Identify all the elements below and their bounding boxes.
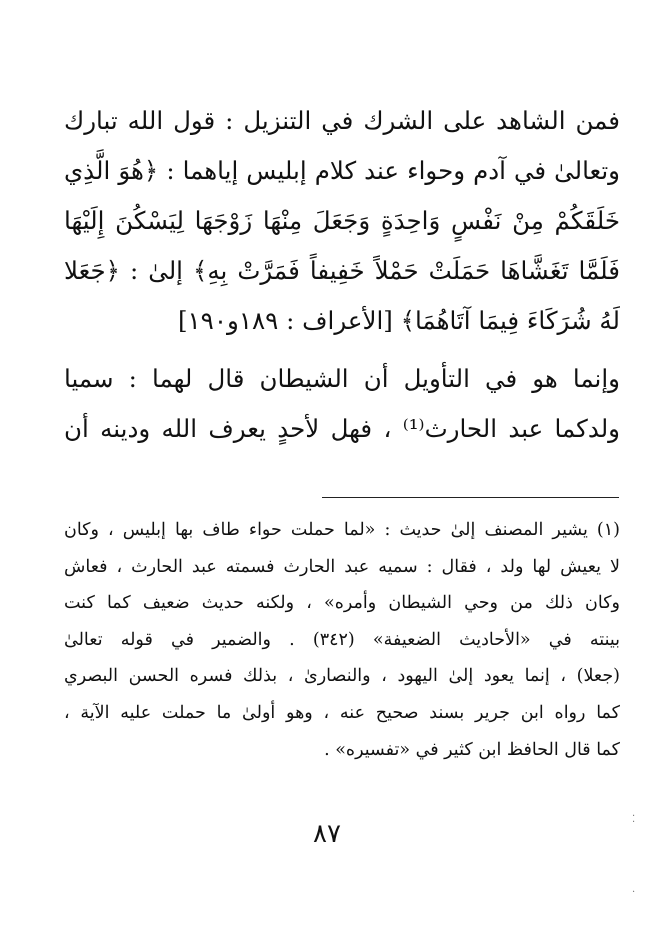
- footnote-line: وكان ذلك من وحي الشيطان وأمره» ، ولكنه حديث ضعيف كما كنت: [64, 593, 620, 614]
- footnote-line: بينته في «الأحاديث الضعيفة» (٣٤٢) . والضمير في قوله تعالىٰ: [64, 629, 620, 650]
- footnote-line: كما رواه ابن جرير بسند صحيح عنه ، وهو أولىٰ ما حملت عليه الآية ،: [64, 702, 620, 723]
- main-text-line: وإنما هو في التأويل أن الشيطان قال لهما : سميا: [64, 364, 620, 393]
- footnote-line: كما قال الحافظ ابن كثير في «تفسيره» .: [324, 739, 620, 760]
- scan-speck: ⁚: [632, 814, 636, 825]
- footnote-line: (١) يشير المصنف إلىٰ حديث : «لما حملت حواء طاف بها إبليس ، وكان: [64, 520, 620, 540]
- page-number: ٨٧: [313, 819, 341, 849]
- footnote-divider: [322, 497, 619, 498]
- quran-verse-line: خَلَقَكُمْ مِنْ نَفْسٍ وَاحِدَةٍ وَجَعَلَ مِنْهَا زَوْجَهَا لِيَسْكُنَ إِلَيْهَا: [64, 206, 620, 235]
- quran-verse-line: فَلَمَّا تَغَشَّاهَا حَمَلَتْ حَمْلاً خَفِيفاً فَمَرَّتْ بِهِ﴾ إلىٰ : ﴿جَعَلا: [64, 256, 620, 285]
- footnotes: [64, 512, 620, 768]
- main-text-line: فمن الشاهد على الشرك في التنزيل : قول الله تبارك: [64, 106, 620, 135]
- footnote-line: لا يعيش لها ولد ، فقال : سميه عبد الحارث فسمته عبد الحارث ، فعاش: [64, 556, 620, 577]
- main-text-line: وتعالىٰ في آدم وحواء عند كلام إبليس إياهما : ﴿هُوَ الَّذِي: [64, 156, 620, 185]
- quran-verse-line: لَهُ شُرَكَاءَ فِيمَا آتَاهُمَا﴾ [الأعراف : ١٨٩و١٩٠]: [177, 306, 620, 335]
- footnote-line: (جعلا) ، إنما يعود إلىٰ اليهود ، والنصارىٰ ، بذلك فسره الحسن البصري: [64, 666, 620, 687]
- main-body-text: [64, 96, 620, 454]
- scan-speck: ·: [632, 887, 636, 898]
- main-text-line: ولدكما عبد الحارث⁽¹⁾ ، فهل لأحدٍ يعرف الله ودينه أن: [64, 414, 620, 443]
